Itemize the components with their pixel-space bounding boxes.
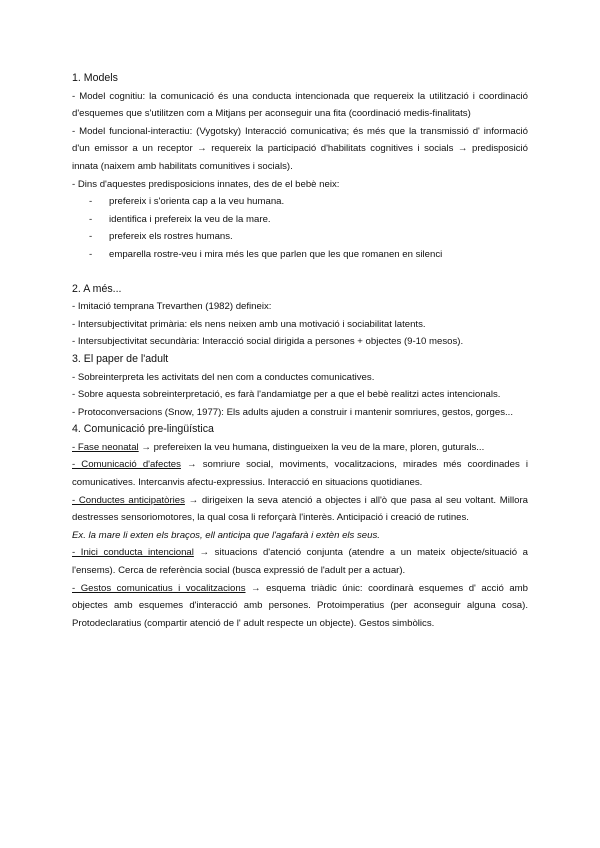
term-label: - Inici conducta intencional — [72, 547, 194, 559]
bullet-item — [72, 193, 528, 211]
paragraph-model-cognitiu: - Model cognitiu: la comunicació és una conducta intencionada que requereix la utilització i coordinació d'esquemes que s'utilitzen com a Mitjans per aconseguir una fita (coordinació medis-finalitats) — [72, 90, 528, 120]
term-description: → prefereixen la veu humana, distingueixen la veu de la mare, ploren, guturals... — [138, 441, 485, 453]
section-heading-models: 1. Models — [72, 72, 118, 84]
preling-item-gestos — [72, 580, 528, 633]
bullet-text: emparella rostre-veu i mira més les que parlen que les que romanen en silenci — [109, 248, 443, 260]
bullet-dash: - — [89, 248, 93, 260]
term-description: → situacions d'atenció conjunta (atendre a un mateix objecte/situació a l'ensems). Cerca de referència social (busca expressió de l'adult per a actuar). — [72, 547, 528, 577]
section-heading-preling: 4. Comunicació pre-lingüística — [72, 423, 214, 436]
paragraph-andamiatge: - Sobre aquesta sobreinterpretació, es farà l'andamiatge per a que el bebè realitzi actes intencionals. — [72, 389, 501, 401]
paragraph-intersubjectivitat-primaria: - Intersubjectivitat primària: els nens neixen amb una motivació i sociabilitat latents. — [72, 318, 426, 330]
section-heading-a-mes: 2. A més... — [72, 282, 122, 295]
preling-item-fase-neonatal — [72, 439, 528, 457]
preling-item-afectes — [72, 456, 528, 491]
bullet-item — [72, 246, 528, 264]
bullet-dash: - — [89, 231, 93, 243]
paragraph-intersubjectivitat-secundaria: - Intersubjectivitat secundària: Interacció social dirigida a persones + objectes (9-10 mesos). — [72, 336, 464, 348]
term-label: - Conductes anticipatòries — [72, 494, 185, 506]
paragraph-model-funcional: - Model funcional-interactiu: (Vygotsky) Interacció comunicativa; és més que la transmissió d' informació d'un emissor a un receptor → requereix la participació d'habilitats cognitives i socials → predisposició innata (naixem amb habilitats comunitives i socials). — [72, 125, 528, 172]
paragraph-predisposicions: - Dins d'aquestes predisposicions innates, des de el bebè neix: — [72, 178, 340, 190]
bullet-item — [72, 211, 528, 229]
bullet-item — [72, 228, 528, 246]
preling-item-anticipatories — [72, 492, 528, 527]
term-description: → somriure social, moviments, vocalitzacions, mirades més coordinades i comunicatives. Intercanvis afectu-expressius. Interacció en situacions quotidianes. — [72, 459, 528, 489]
bullet-dash: - — [89, 196, 93, 208]
section-heading-adult: 3. El paper de l'adult — [72, 352, 169, 365]
bullet-text: identifica i prefereix la veu de la mare. — [109, 213, 271, 225]
term-label: - Gestos comunicatius i vocalitzacions — [72, 582, 246, 594]
bullet-text: prefereix i s'orienta cap a la veu humana. — [109, 196, 285, 208]
paragraph-imitacio: - Imitació temprana Trevarthen (1982) defineix: — [72, 301, 272, 313]
bullet-text: prefereix els rostres humans. — [109, 231, 233, 243]
preling-item-intencional — [72, 544, 528, 579]
term-label: - Fase neonatal — [72, 441, 139, 453]
term-label: - Comunicació d'afectes — [72, 459, 181, 471]
example-text: Ex. la mare li exten els braços, ell anticipa que l'agafarà i extèn els seus. — [72, 529, 380, 541]
term-description: → esquema triàdic únic: coordinarà esquemes d' acció amb objectes amb esquemes d'interacció amb persones. Protoimperatius (per aconseguir alguna cosa). Protodeclaratius (compartir atenció de l' adult respecte un objecte). Gestos simbòlics. — [72, 582, 528, 629]
example-line — [72, 527, 528, 545]
section-spacer — [72, 264, 528, 281]
document-page — [72, 70, 528, 632]
bullet-dash: - — [89, 213, 93, 225]
paragraph-sobreinterpreta: - Sobreinterpreta les activitats del nen com a conductes comunicatives. — [72, 371, 375, 383]
paragraph-protoconversacions: - Protoconversacions (Snow, 1977): Els adults ajuden a construir i mantenir somriures, gestos, gorges... — [72, 406, 513, 418]
term-description: → dirigeixen la seva atenció a objectes i all'ò que pasa al seu voltant. Millora destresses sensoriomotores, la qual cosa li reforçarà l'interès. Anticipació i creació de rutines. — [72, 494, 528, 524]
